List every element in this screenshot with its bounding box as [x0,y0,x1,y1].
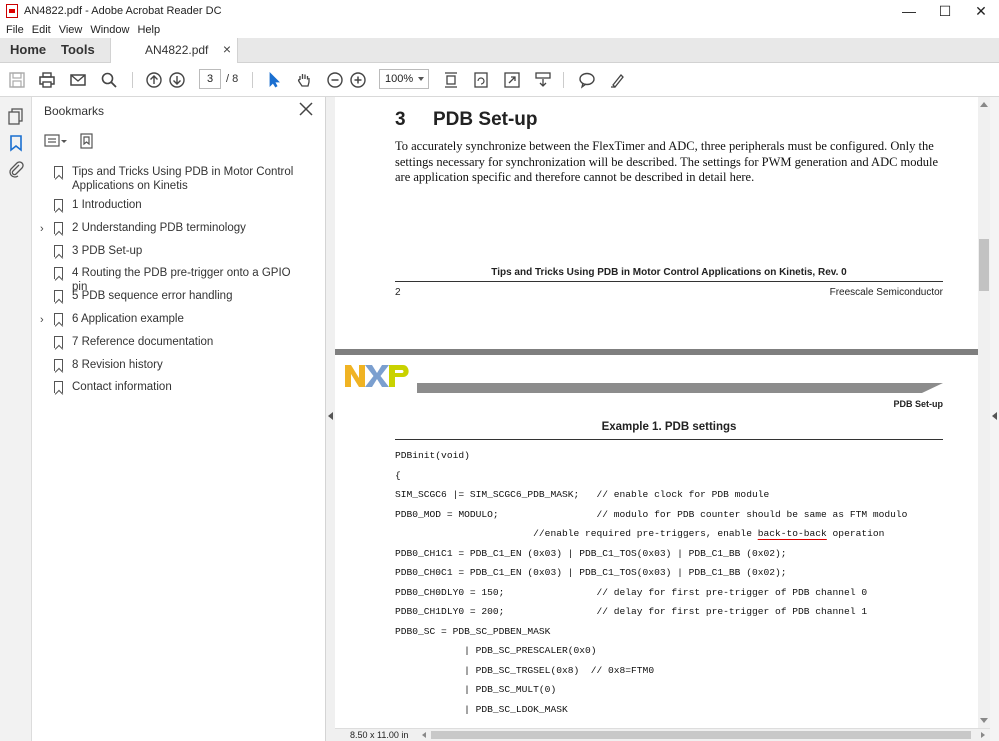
scroll-left-icon[interactable] [422,732,426,738]
menu-help[interactable]: Help [137,24,161,36]
page-total: / 8 [226,73,239,85]
bookmarks-panel [32,97,326,741]
highlight-pen-icon[interactable] [608,70,628,90]
right-pane-toggle[interactable] [990,97,999,741]
code-comment: //enable required pre-triggers, enable [395,528,758,539]
bookmark-label: 8 Revision history [72,358,163,371]
document-view[interactable] [335,97,978,728]
code-block [395,450,975,723]
page-header: PDB Set-up [893,399,943,409]
toolbar [0,63,999,97]
maximize-button[interactable]: ☐ [938,2,952,19]
scroll-right-icon[interactable] [981,732,985,738]
code-line: PDB0_CH0DLY0 = 150; // delay for first pre-trigger of PDB channel 0 [395,586,868,598]
code-line: PDB0_CH0C1 = PDB_C1_EN (0x03) | PDB_C1_TOS(0x03) | PDB_C1_BB (0x02); [395,567,787,578]
bookmark-label: 6 Application example [72,312,184,325]
tab-home[interactable]: Home [10,42,47,57]
code-line: | PDB_SC_LDOK_MASK [395,703,568,715]
example-title: Example 1. PDB settings [601,421,737,433]
bookmark-panel-icon[interactable] [7,134,25,152]
scroll-thumb[interactable] [979,239,989,291]
page-number-input[interactable]: 3 [199,69,221,89]
bookmark-item[interactable] [32,356,326,379]
email-icon[interactable] [68,70,88,90]
horizontal-scroll-thumb[interactable] [431,731,971,739]
fit-page-icon[interactable] [441,70,461,90]
tab-tools[interactable]: Tools [61,42,95,57]
zoom-out-icon[interactable] [325,70,345,90]
code-line: { [395,469,401,481]
close-window-button[interactable]: ✕ [975,2,987,19]
title-bar [0,0,999,22]
scroll-up-icon[interactable] [980,102,988,107]
menu-view[interactable]: View [58,24,83,36]
bookmark-icon [54,245,63,257]
close-tab-icon[interactable]: × [222,41,231,57]
page-thumbnails-icon[interactable] [7,107,25,125]
tab-bar [0,38,999,63]
print-icon[interactable] [37,70,57,90]
code-line: | PDB_SC_TRGSEL(0x8) // 0x8=FTM0 [395,664,655,676]
code-line: | PDB_SC_PRESCALER(0x0) [395,645,597,656]
bookmark-label: 5 PDB sequence error handling [72,290,233,303]
close-panel-icon[interactable] [298,101,314,117]
code-line: | PDB_SC_MULT(0) [395,684,557,695]
code-comment-tail: operation [826,528,885,539]
bookmark-item[interactable] [32,242,326,265]
bookmark-icon [54,313,63,325]
example-divider [395,439,943,440]
section-title: PDB Set-up [433,109,538,130]
hand-tool-icon[interactable] [294,70,314,90]
bookmark-item[interactable] [32,287,326,310]
select-tool-icon[interactable] [264,70,284,90]
bookmark-label: 1 Introduction [72,199,142,211]
footer-company: Freescale Semiconductor [829,287,943,298]
bookmark-item[interactable] [32,378,326,401]
tab-document[interactable] [110,38,238,63]
bookmark-icon [54,199,63,211]
code-line: PDBinit(void) [395,450,470,461]
bookmark-icon [54,381,63,393]
annotated-text: back-to-back [757,528,827,539]
bookmark-label: 2 Understanding PDB terminology [72,221,246,234]
bookmark-icon [54,222,63,234]
bookmark-label: 3 PDB Set-up [72,244,143,257]
pdf-page [335,97,978,349]
bookmark-item[interactable] [32,163,326,196]
chevron-right-icon[interactable]: › [40,313,44,326]
menu-file[interactable]: File [6,24,24,36]
code-line [395,528,975,548]
bookmark-item[interactable] [32,333,326,356]
window-title: AN4822.pdf - Adobe Acrobat Reader DC [24,5,222,17]
collapse-panel-icon[interactable] [328,412,333,420]
bookmarks-title: Bookmarks [44,104,105,118]
code-line: PDB0_MOD = MODULO; // modulo for PDB counter should be same as FTM modulo [395,508,908,520]
minimize-button[interactable]: — [902,3,916,19]
footer-divider [395,281,943,282]
scroll-down-icon[interactable] [980,718,988,723]
bookmark-label: Contact information [72,381,172,394]
zoom-level-dropdown[interactable] [379,69,429,89]
rotate-icon[interactable] [471,70,491,90]
menu-window[interactable]: Window [90,24,130,36]
bookmark-icon [54,267,63,279]
section-body: To accurately synchronize between the FlexTimer and ADC, three peripherals must be configured. Only the settings necessary for synchronization will be described. The settings for PWM generation and ADC module are application specific and therefore cannot be described in detail here. [395,139,939,184]
bookmark-label: Tips and Tricks Using PDB in Motor Control Applications on Kinetis [72,166,294,192]
zoom-level-value: 100% [385,73,414,85]
bookmark-item[interactable] [32,310,326,333]
bookmark-item[interactable] [32,219,326,242]
bookmark-label: 4 Routing the PDB pre-trigger onto a GPIO pin [72,267,291,294]
comment-icon[interactable] [577,70,597,90]
code-line: PDB0_CH1DLY0 = 200; // delay for first pre-trigger of PDB channel 1 [395,606,868,617]
attachment-icon[interactable] [7,160,25,178]
bookmark-item[interactable] [32,196,326,219]
new-bookmark-icon[interactable] [78,132,96,150]
bookmark-icon [54,336,63,348]
bookmark-label: 7 Reference documentation [72,335,214,348]
nxp-logo [343,363,413,389]
navigation-rail [0,97,32,741]
scroll-mode-icon[interactable] [533,70,553,90]
next-page-icon[interactable] [167,70,187,90]
bookmark-item[interactable] [32,264,326,294]
vertical-scrollbar[interactable] [978,97,990,728]
chevron-down-icon [418,77,424,81]
full-screen-icon[interactable] [502,70,522,90]
footer-title: Tips and Tricks Using PDB in Motor Control Applications on Kinetis, Rev. 0 [491,267,847,278]
pdf-page [335,355,978,728]
bookmark-icon [54,359,63,371]
page-size-label: 8.50 x 11.00 in [350,730,409,740]
code-line: SIM_SCGC6 |= SIM_SCGC6_PDB_MASK; // enable clock for PDB module [395,489,770,500]
bookmark-icon [54,290,63,302]
save-icon[interactable] [7,70,27,90]
header-band [417,383,943,393]
tab-document-label: AN4822.pdf [145,43,209,57]
previous-page-icon[interactable] [144,70,164,90]
bookmark-icon [54,166,63,178]
menu-bar [0,22,999,38]
search-icon[interactable] [99,70,119,90]
bookmark-list [32,163,326,401]
section-number: 3 [395,109,406,130]
pdf-app-icon [6,4,18,18]
code-line: PDB0_SC = PDB_SC_PDBEN_MASK [395,625,551,637]
expand-right-pane-icon[interactable] [992,412,997,420]
zoom-in-icon[interactable] [348,70,368,90]
menu-edit[interactable]: Edit [31,24,51,36]
panel-splitter[interactable] [326,97,335,741]
status-bar [335,728,990,741]
bookmark-options-icon[interactable] [44,132,68,150]
code-line: PDB0_CH1C1 = PDB_C1_EN (0x03) | PDB_C1_TOS(0x03) | PDB_C1_BB (0x02); [395,547,787,559]
chevron-right-icon[interactable]: › [40,222,44,235]
footer-page-number: 2 [395,287,401,298]
